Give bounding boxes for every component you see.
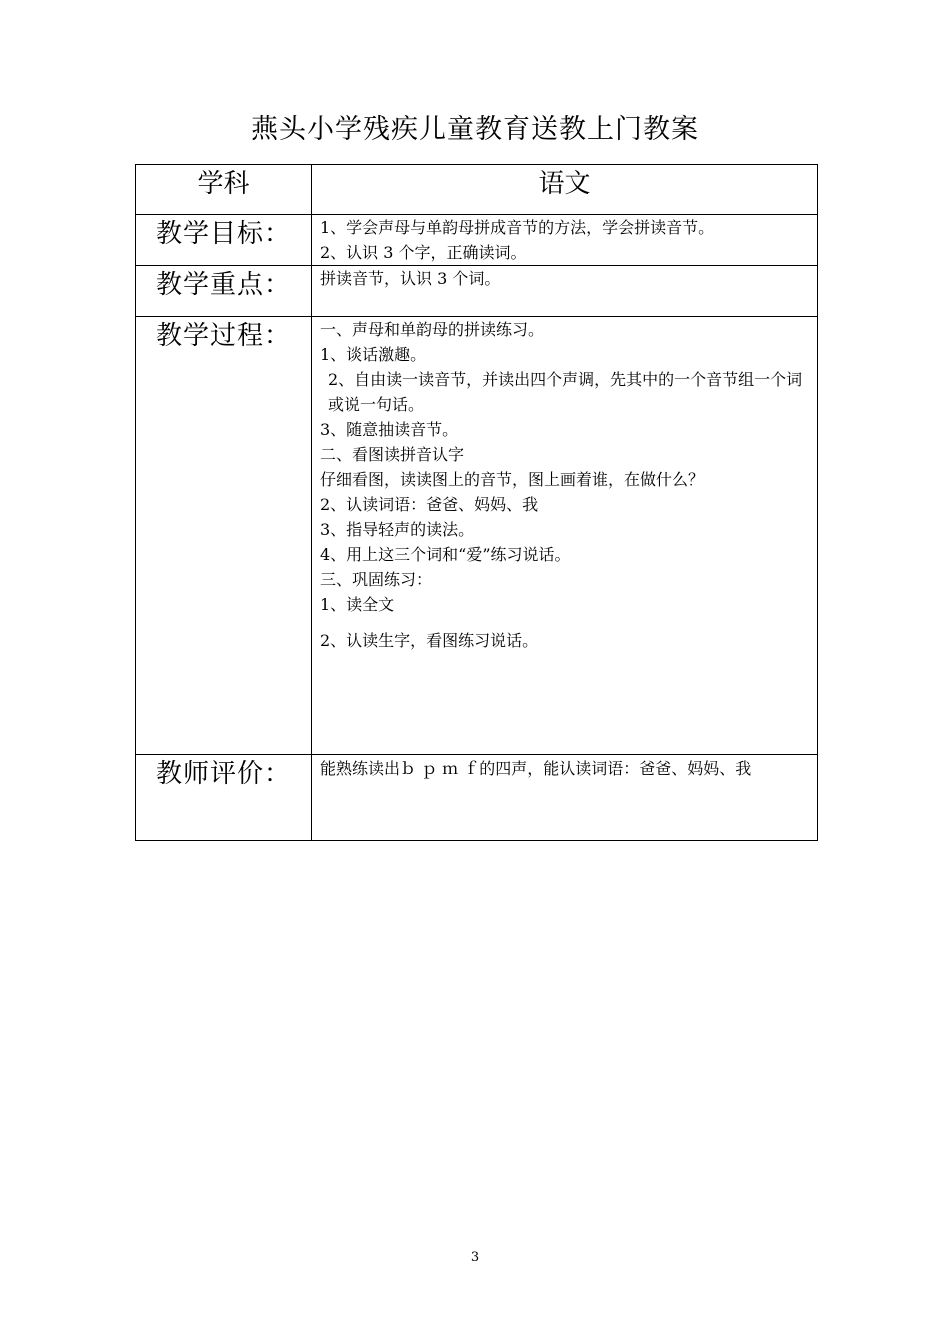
goals-row xyxy=(136,215,818,266)
focus-text: 拼读音节，认识 3 个词。 xyxy=(320,269,501,288)
focus-label: 教学重点： xyxy=(136,266,312,317)
process-content xyxy=(312,317,818,755)
process-step: 2、认读词语：爸爸、妈妈、我 xyxy=(320,495,539,514)
goal-item: 2、认识 3 个字，正确读词。 xyxy=(320,243,527,262)
process-step: 4、用上这三个词和“爱”练习说话。 xyxy=(320,545,571,564)
process-step: 一、声母和单韵母的拼读练习。 xyxy=(320,320,545,339)
process-label: 教学过程： xyxy=(136,317,312,755)
page-number: 3 xyxy=(470,1250,480,1265)
process-step: 2、认读生字，看图练习说话。 xyxy=(320,631,539,650)
evaluation-content xyxy=(312,755,818,841)
process-row xyxy=(136,317,818,755)
process-step: 3、随意抽读音节。 xyxy=(320,420,459,439)
document-title: 燕头小学残疾儿童教育送教上门教案 xyxy=(251,114,699,145)
goals-content xyxy=(312,215,818,266)
evaluation-text: 能熟练读出ｂ ｐ ｍ ｆ的四声，能认读词语：爸爸、妈妈、我 xyxy=(320,759,752,778)
process-step: 仔细看图，读读图上的音节，图上画着谁，在做什么？ xyxy=(320,470,705,489)
process-step: 1、谈话激趣。 xyxy=(320,345,427,364)
process-step: 三、巩固练习： xyxy=(320,570,433,589)
focus-row xyxy=(136,266,818,317)
subject-value: 语文 xyxy=(312,165,818,215)
subject-row xyxy=(136,165,818,215)
focus-content xyxy=(312,266,818,317)
goals-label: 教学目标： xyxy=(136,215,312,266)
lesson-plan-table xyxy=(135,164,818,841)
process-step: 3、指导轻声的读法。 xyxy=(320,520,475,539)
evaluation-row xyxy=(136,755,818,841)
evaluation-label: 教师评价： xyxy=(136,755,312,841)
process-step: 二、看图读拼音认字 xyxy=(320,445,465,464)
goal-item: 1、学会声母与单韵母拼成音节的方法，学会拼读音节。 xyxy=(320,218,715,237)
process-step: 2、自由读一读音节，并读出四个声调，先其中的一个音节组一个词或说一句话。 xyxy=(328,370,803,414)
process-step: 1、读全文 xyxy=(320,595,395,614)
subject-label: 学科 xyxy=(136,165,312,215)
